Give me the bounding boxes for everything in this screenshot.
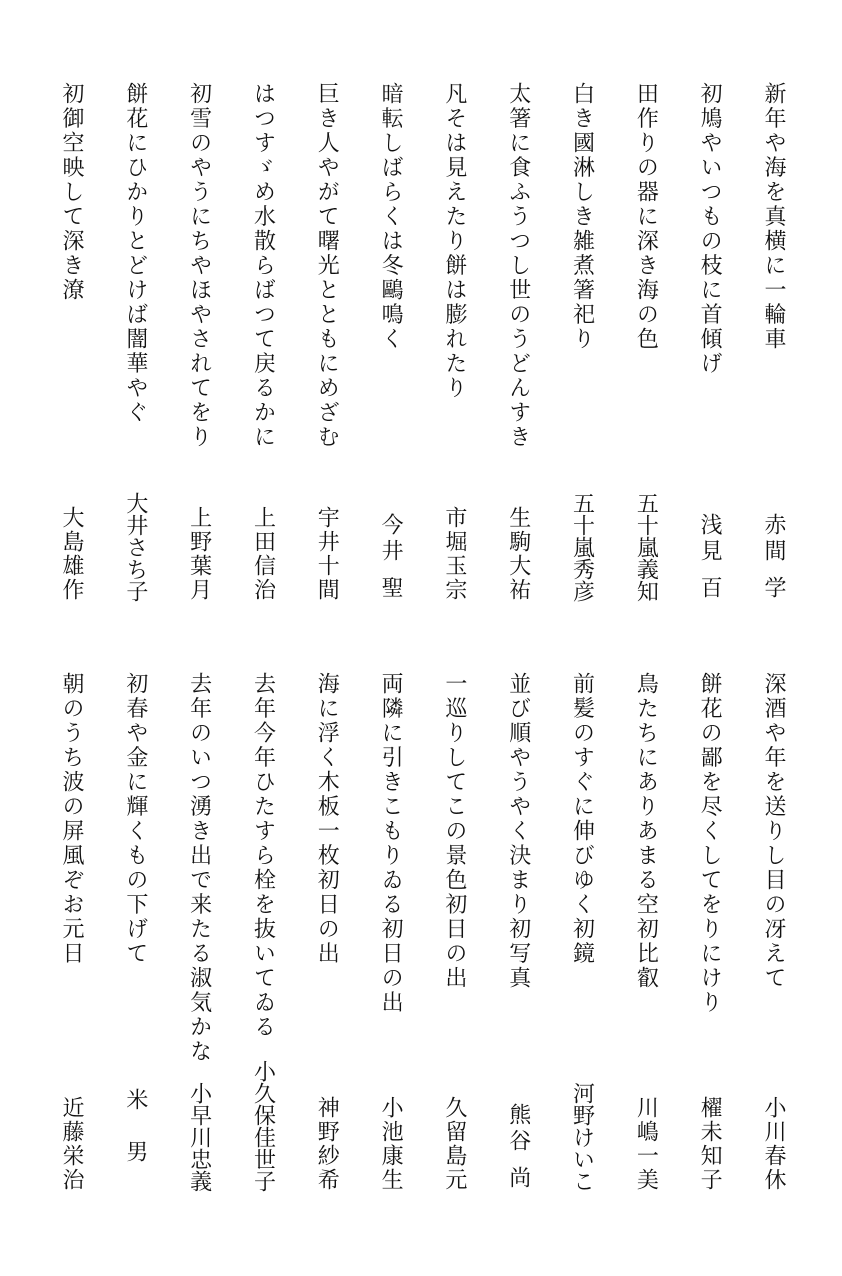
haiku-author: 熊谷 尚 <box>505 1103 531 1192</box>
haiku-entry <box>118 672 152 1192</box>
haiku-text: 太箸に食ふうつし世のうどんすき <box>505 82 531 450</box>
haiku-author: 大島雄作 <box>59 506 84 602</box>
haiku-author: 櫂未知子 <box>697 1096 723 1192</box>
haiku-entry <box>54 672 88 1192</box>
haiku-text: 去年のいつ湧き出で来たる淑気かな <box>186 672 212 1064</box>
haiku-author: 浅見 百 <box>697 513 723 602</box>
haiku-entry <box>309 82 343 602</box>
haiku-text: 初鳩やいつもの枝に首傾げ <box>697 82 723 376</box>
haiku-entry <box>756 82 790 602</box>
haiku-author: 上田信治 <box>250 506 276 602</box>
haiku-entry <box>628 672 662 1192</box>
haiku-entry <box>565 82 599 602</box>
haiku-text: はつすゞめ水散らばつて戻るかに <box>250 82 276 450</box>
haiku-author: 大井さち子 <box>122 492 148 602</box>
haiku-text: 餅花の鄙を尽くしてをりにけり <box>697 672 723 1015</box>
haiku-text: 凡そは見えたり餅は膨れたり <box>441 82 467 401</box>
haiku-section-bottom <box>54 672 790 1192</box>
haiku-entry <box>245 82 279 602</box>
haiku-entry <box>692 82 726 602</box>
haiku-entry <box>628 82 662 602</box>
haiku-text: 初雪のやうにちやほやされてをり <box>186 82 212 450</box>
haiku-text: 朝のうち波の屏風ぞお元日 <box>59 672 84 966</box>
haiku-section-top <box>54 82 790 602</box>
haiku-author: 川嶋一美 <box>633 1096 659 1192</box>
haiku-entry <box>501 672 535 1192</box>
haiku-author: 久留島元 <box>441 1096 467 1192</box>
haiku-entry <box>54 82 88 602</box>
haiku-text: 深酒や年を送りし目の冴えて <box>760 672 786 991</box>
haiku-author: 米男 <box>122 1088 148 1192</box>
haiku-author: 今井 聖 <box>378 513 404 602</box>
haiku-text: 並び順やうやく決まり初写真 <box>505 672 531 991</box>
haiku-author: 上野葉月 <box>186 506 212 602</box>
haiku-columns <box>54 672 790 1192</box>
haiku-entry <box>118 82 152 602</box>
haiku-entry <box>692 672 726 1192</box>
haiku-text: 初春や金に輝くもの下げて <box>122 672 148 966</box>
haiku-text: 一巡りしてこの景色初日の出 <box>441 672 467 991</box>
haiku-columns <box>54 82 790 602</box>
haiku-entry <box>756 672 790 1192</box>
haiku-author: 小早川忠義 <box>186 1082 212 1192</box>
haiku-text: 餅花にひかりとどけば闇華やぐ <box>122 82 148 425</box>
haiku-entry <box>565 672 599 1192</box>
haiku-author: 市堀玉宗 <box>441 506 467 602</box>
haiku-text: 海に浮く木板一枚初日の出 <box>314 672 340 966</box>
haiku-entry <box>309 672 343 1192</box>
haiku-entry <box>245 672 279 1192</box>
haiku-text: 前髪のすぐに伸びゆく初鏡 <box>569 672 595 966</box>
haiku-entry <box>373 82 407 602</box>
haiku-author: 小久保佳世子 <box>250 1060 276 1192</box>
haiku-author: 生駒大祐 <box>505 506 531 602</box>
haiku-author: 宇井十間 <box>314 506 340 602</box>
haiku-text: 巨き人やがて曙光とともにめざむ <box>314 82 340 450</box>
haiku-entry <box>501 82 535 602</box>
haiku-text: 白き國淋しき雑煮箸祀り <box>569 82 595 352</box>
haiku-author: 近藤栄治 <box>59 1096 84 1192</box>
haiku-text: 去年今年ひたすら栓を抜いてゐる <box>250 672 276 1040</box>
haiku-author: 神野紗希 <box>314 1096 340 1192</box>
haiku-text: 新年や海を真横に一輪車 <box>760 82 786 352</box>
haiku-author: 河野けいこ <box>569 1082 595 1192</box>
haiku-text: 暗転しばらくは冬鷗鳴く <box>378 82 404 352</box>
haiku-text: 初御空映して深き潦 <box>59 82 84 303</box>
haiku-text: 両隣に引きこもりゐる初日の出 <box>378 672 404 1015</box>
haiku-entry <box>182 672 216 1192</box>
haiku-author: 小川春休 <box>760 1096 786 1192</box>
haiku-entry <box>437 672 471 1192</box>
haiku-author: 五十嵐義知 <box>633 492 659 602</box>
haiku-entry <box>373 672 407 1192</box>
haiku-author: 赤間 学 <box>760 513 786 602</box>
haiku-author: 小池康生 <box>378 1096 404 1192</box>
haiku-text: 田作りの器に深き海の色 <box>633 82 659 352</box>
haiku-author: 五十嵐秀彦 <box>569 492 595 602</box>
haiku-text: 鳥たちにありあまる空初比叡 <box>633 672 659 991</box>
haiku-entry <box>182 82 216 602</box>
haiku-entry <box>437 82 471 602</box>
